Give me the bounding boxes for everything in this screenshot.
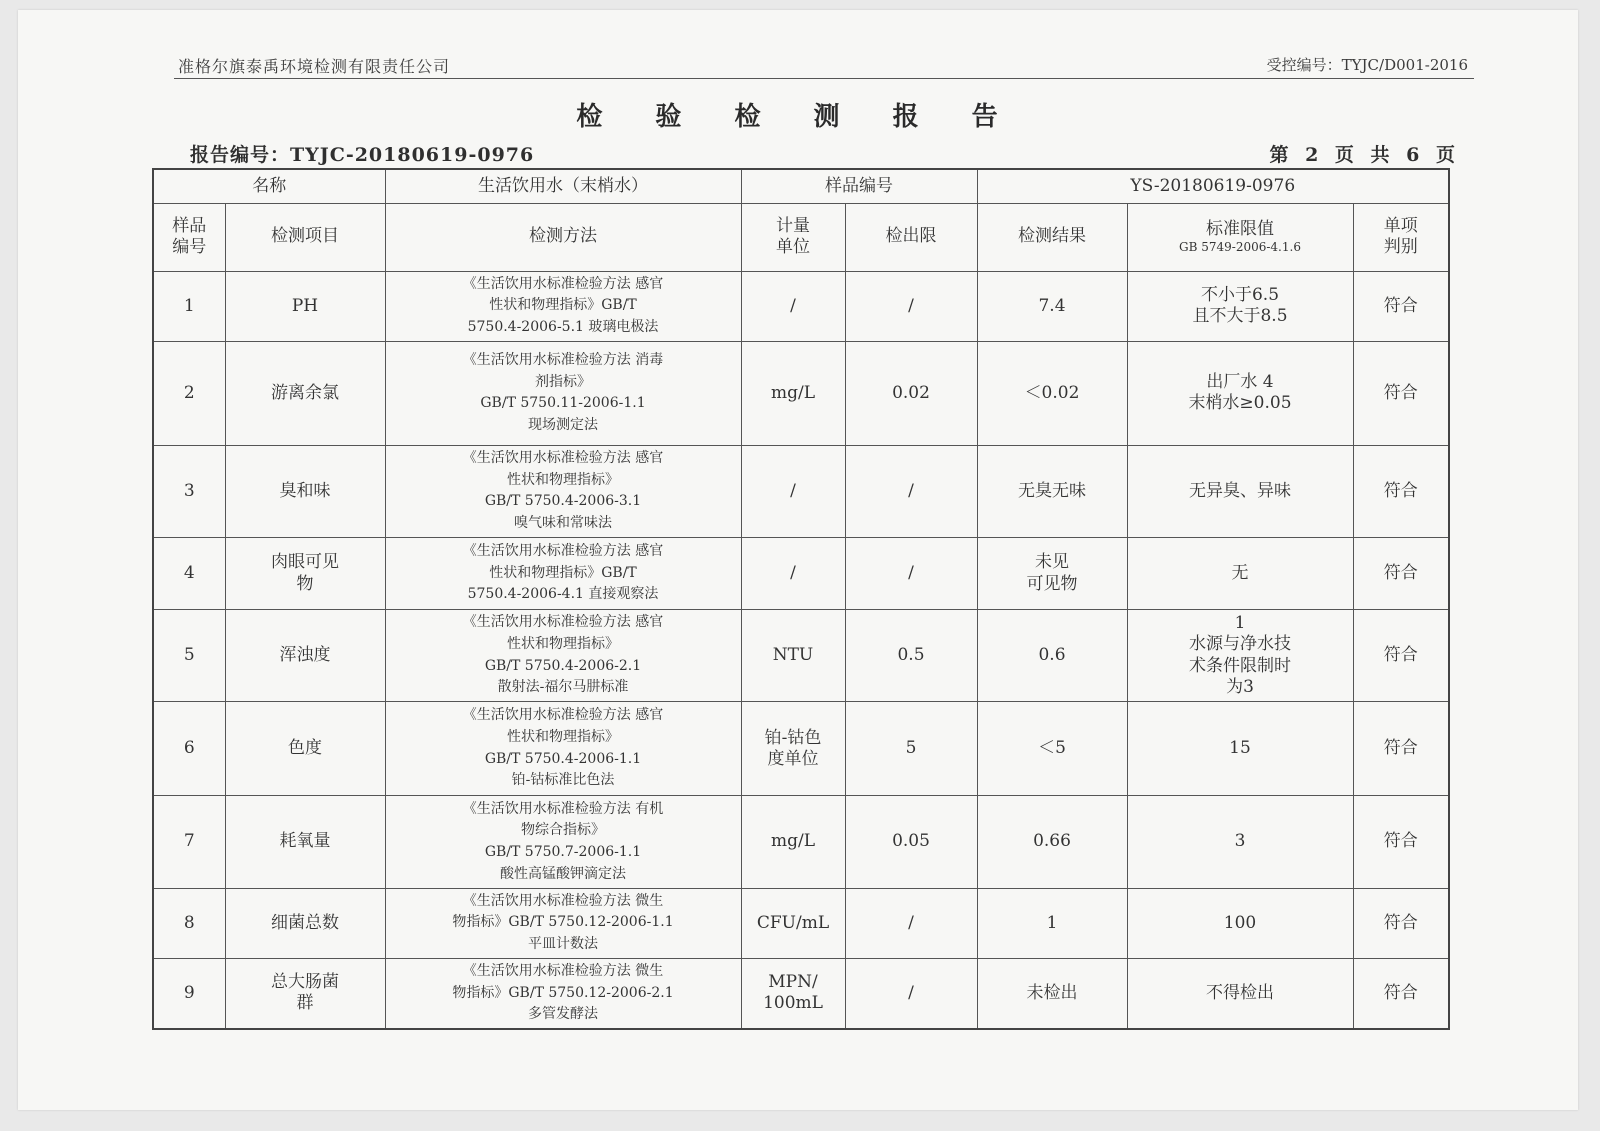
detection-limit-cell: 0.05 [845,796,977,888]
item-cell [225,271,385,341]
table-row [153,610,1449,702]
detection-limit-cell: 0.02 [845,341,977,445]
table-row [153,537,1449,609]
method-cell-line: GB/T 5750.4-2006-3.1 [484,493,642,510]
method-cell-line: GB/T 5750.4-2006-1.1 [484,750,642,767]
item-cell-line: 浑浊度 [279,645,331,666]
unit-cell-line: / [790,295,796,316]
results-table [152,168,1450,1030]
method-cell-line: GB/T 5750.7-2006-1.1 [484,843,642,860]
result-cell [977,888,1127,958]
detection-limit-cell: / [845,537,977,609]
result-cell [977,610,1127,702]
result-cell-line: 无臭无味 [1018,480,1086,501]
table-row [153,888,1449,958]
item-cell [225,796,385,888]
item-cell [225,446,385,538]
standard-cell-line: 不得检出 [1206,982,1274,1003]
result-cell-line: 0.6 [1038,645,1066,666]
company-name: 准格尔旗泰禹环境检测有限责任公司 [178,57,451,76]
unit-cell-line: 度单位 [767,748,819,769]
col-sample-no-line: 编号 [172,237,207,258]
standard-cell-line: 为3 [1226,676,1254,697]
item-cell-line: 游离余氯 [271,382,339,403]
unit-cell-line: / [790,562,796,583]
col-sample-no [153,203,225,271]
standard-cell-line: 不小于6.5 [1200,285,1280,305]
method-cell-line: 物指标》GB/T 5750.12-2006-1.1 [452,914,674,931]
method-cell-line: 现场测定法 [528,417,598,434]
method-cell [385,271,741,341]
unit-cell [741,702,845,796]
standard-cell-line: 3 [1234,831,1246,852]
method-cell-line: 《生活饮用水标准检验方法 感官 [462,707,664,724]
method-cell-line: 5750.4-2006-4.1 直接观察法 [467,586,659,603]
item-cell-line: 总大肠菌 [271,972,339,993]
table-row [153,702,1449,796]
method-cell-line: 性状和物理指标》 [507,729,619,746]
method-cell-line: 《生活饮用水标准检验方法 感官 [462,450,664,467]
sample-no-cell: 1 [153,271,225,341]
item-cell-line: 肉眼可见 [271,552,339,573]
unit-cell-line: 铂-钴色 [764,727,822,748]
standard-cell-line: 100 [1223,912,1257,933]
result-cell-line: 0.66 [1033,831,1071,852]
unit-cell [741,610,845,702]
method-cell-line: 多管发酵法 [528,1006,598,1023]
item-cell-line: 臭和味 [279,480,331,501]
result-cell-line: 未见 [1035,552,1069,573]
result-cell [977,341,1127,445]
sample-no-cell: 5 [153,610,225,702]
report-number: 报告编号：TYJC-20180619-0976 [190,144,535,166]
unit-cell-line: 100mL [763,993,823,1014]
unit-cell [741,271,845,341]
method-cell [385,888,741,958]
detection-limit-cell: 5 [845,702,977,796]
item-cell-line: 群 [296,993,314,1014]
col-unit-line: 单位 [776,237,810,258]
method-cell-line: 酸性高锰酸钾滴定法 [500,865,626,882]
header-divider [174,78,1474,79]
item-cell-line: 色度 [288,738,322,759]
detection-limit-cell: / [845,271,977,341]
page-title: 检 验 检 测 报 告 [576,102,1020,132]
method-cell-line: 《生活饮用水标准检验方法 感官 [462,542,664,559]
standard-cell [1127,537,1353,609]
standard-cell [1127,271,1353,341]
sample-no-cell: 2 [153,341,225,445]
col-method: 检测方法 [385,203,741,271]
unit-cell [741,958,845,1029]
table-row [153,958,1449,1029]
method-cell-line: 5750.4-2006-5.1 玻璃电极法 [467,319,659,336]
method-cell-line: 《生活饮用水标准检验方法 微生 [462,962,664,979]
item-cell-line: 细菌总数 [271,912,339,933]
standard-cell-line: 末梢水≥0.05 [1188,393,1292,414]
judgement-cell: 符合 [1353,271,1449,341]
method-cell-line: 《生活饮用水标准检验方法 感官 [462,275,664,292]
item-cell-line: 物 [296,573,314,594]
standard-cell-line: 术条件限制时 [1189,655,1291,676]
unit-cell-line: MPN/ [768,972,818,993]
result-cell-line: ＜0.02 [1024,382,1080,403]
result-cell-line: ＜5 [1038,738,1066,759]
unit-cell [741,537,845,609]
table-row [153,341,1449,445]
item-cell [225,958,385,1029]
col-standard-ref: GB 5749-2006-4.1.6 [1179,240,1301,255]
unit-cell-line: mg/L [770,382,816,403]
result-cell [977,958,1127,1029]
item-cell [225,610,385,702]
result-cell-line: 未检出 [1026,982,1078,1003]
method-cell [385,537,741,609]
unit-cell-line: CFU/mL [756,912,830,933]
item-cell [225,341,385,445]
method-cell-line: GB/T 5750.11-2006-1.1 [480,395,646,412]
method-cell-line: 散射法-福尔马肼标准 [497,679,629,696]
method-cell-line: 《生活饮用水标准检验方法 消毒 [462,352,664,369]
col-detection-limit: 检出限 [845,203,977,271]
result-cell [977,702,1127,796]
standard-cell-line: 1 [1234,613,1246,634]
table-row [153,796,1449,888]
unit-cell-line: NTU [772,645,814,666]
col-sample-no-line: 样品 [172,215,207,236]
name-label: 名称 [153,169,385,203]
detection-limit-cell: 0.5 [845,610,977,702]
item-cell-line: 耗氧量 [279,831,331,852]
detection-limit-cell: / [845,888,977,958]
item-cell [225,888,385,958]
col-result: 检测结果 [977,203,1127,271]
unit-cell-line: / [790,480,796,501]
sample-no-cell: 4 [153,537,225,609]
method-cell-line: 嗅气味和常味法 [514,515,612,532]
method-cell-line: 性状和物理指标》GB/T [489,564,637,581]
method-cell-line: 性状和物理指标》 [507,471,619,488]
method-cell [385,958,741,1029]
detection-limit-cell: / [845,446,977,538]
col-item: 检测项目 [225,203,385,271]
standard-cell-line: 无异臭、异味 [1189,480,1291,501]
control-number: 受控编号：TYJC/D001-2016 [1266,56,1468,74]
sample-no-cell: 3 [153,446,225,538]
col-judgement-line: 单项 [1383,215,1418,236]
judgement-cell: 符合 [1353,958,1449,1029]
method-cell-line: 《生活饮用水标准检验方法 微生 [462,892,664,909]
method-cell-line: 性状和物理指标》 [507,635,619,652]
unit-cell-line: mg/L [770,831,816,852]
item-cell [225,702,385,796]
judgement-cell: 符合 [1353,796,1449,888]
result-cell [977,796,1127,888]
result-cell [977,271,1127,341]
method-cell-line: 性状和物理指标》GB/T [489,297,637,314]
method-cell [385,446,741,538]
table-row [153,446,1449,538]
sample-no-cell: 9 [153,958,225,1029]
standard-cell [1127,341,1353,445]
name-value: 生活饮用水（末梢水） [385,169,741,203]
standard-cell [1127,796,1353,888]
info-row [153,169,1449,203]
standard-cell-line: 无 [1231,562,1249,583]
method-cell-line: 物指标》GB/T 5750.12-2006-2.1 [452,984,674,1001]
standard-cell [1127,888,1353,958]
method-cell [385,796,741,888]
unit-cell [741,888,845,958]
col-judgement [1353,203,1449,271]
result-cell-line: 1 [1046,912,1058,933]
unit-cell [741,796,845,888]
method-cell-line: GB/T 5750.4-2006-2.1 [484,657,642,674]
method-cell-line: 《生活饮用水标准检验方法 有机 [462,800,664,817]
standard-cell [1127,702,1353,796]
judgement-cell: 符合 [1353,702,1449,796]
sample-no-cell: 7 [153,796,225,888]
sample-number-value: YS-20180619-0976 [977,169,1449,203]
standard-cell [1127,610,1353,702]
col-judgement-line: 判别 [1383,237,1418,258]
standard-cell-line: 且不大于8.5 [1192,306,1288,327]
method-cell-line: 剂指标》 [535,373,591,390]
column-header-row [153,203,1449,271]
col-unit [741,203,845,271]
sample-no-cell: 6 [153,702,225,796]
unit-cell [741,446,845,538]
standard-cell [1127,446,1353,538]
result-cell [977,537,1127,609]
method-cell-line: 平皿计数法 [528,935,598,952]
unit-cell [741,341,845,445]
item-cell [225,537,385,609]
detection-limit-cell: / [845,958,977,1029]
page-number: 第 2 页 共 6 页 [1269,144,1460,166]
col-unit-line: 计量 [776,215,810,236]
method-cell [385,341,741,445]
judgement-cell: 符合 [1353,341,1449,445]
item-cell-line: PH [291,295,319,316]
col-standard [1127,203,1353,271]
method-cell-line: 物综合指标》 [521,822,605,839]
result-cell-line: 7.4 [1038,295,1066,316]
result-cell [977,446,1127,538]
result-cell-line: 可见物 [1026,573,1078,594]
standard-cell-line: 15 [1229,738,1251,759]
standard-cell [1127,958,1353,1029]
judgement-cell: 符合 [1353,446,1449,538]
standard-cell-line: 出厂水 4 [1206,372,1274,393]
method-cell [385,610,741,702]
method-cell-line: 铂-钴标准比色法 [511,772,615,789]
judgement-cell: 符合 [1353,537,1449,609]
judgement-cell: 符合 [1353,610,1449,702]
standard-cell-line: 水源与净水技 [1189,634,1291,655]
col-standard-title: 标准限值 [1206,218,1274,239]
sample-no-cell: 8 [153,888,225,958]
table-row [153,271,1449,341]
method-cell-line: 《生活饮用水标准检验方法 感官 [462,614,664,631]
judgement-cell: 符合 [1353,888,1449,958]
method-cell [385,702,741,796]
sample-number-label: 样品编号 [741,169,977,203]
